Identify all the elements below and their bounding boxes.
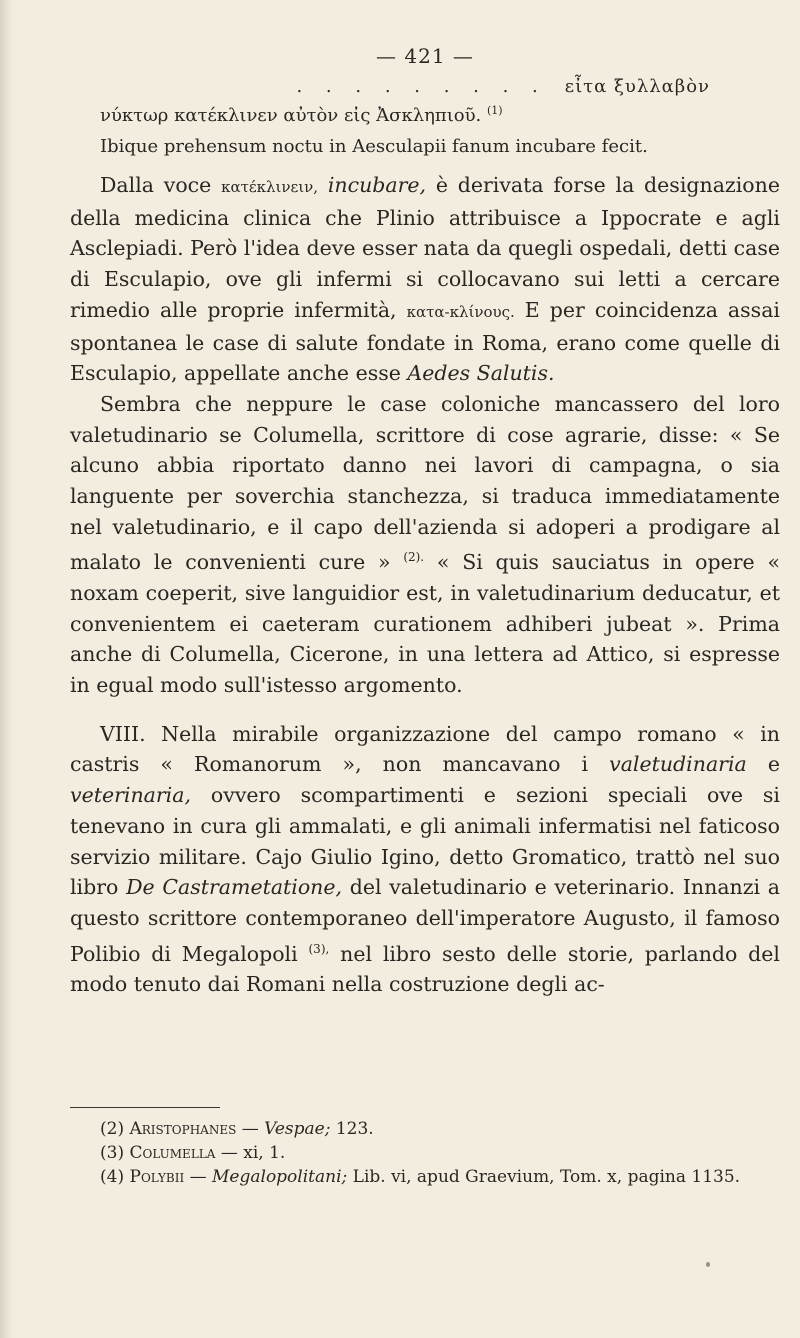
- footnote-ref: (3),: [308, 941, 330, 956]
- page-edge-shadow: [0, 0, 14, 1338]
- greek-text: εἶτα ξυλλαβὸν: [564, 76, 710, 97]
- greek-quote-line-2: [100, 104, 503, 126]
- footnote-ref: (1): [487, 104, 503, 117]
- footnote: (4) Polybii — Megalopolitani; Lib. vi, apud Graevium, Tom. x, pagina 1135.: [100, 1167, 741, 1187]
- greek-quote-line-1: [70, 76, 710, 97]
- latin-translation: Ibique prehensum noctu in Aesculapii fanum incubare fecit.: [100, 136, 648, 157]
- paragraph: Sembra che neppure le case coloniche mancassero del loro valetudinario se Columella, scrittore di cose agrarie, disse: « Se alcuno abbia riportato danno nei lavori di campagna, o sia languente per soverchia stanchezza, si traduca immediatamente nel valetudinario, e il capo dell'azienda si adoperi a prodigare al malato le convenienti cure » $^{(2).}$ « Si quis sauciatus in opere « noxam coeperit, sive languidior est, in valetudinarium deducatur, et convenientem ei caeteram curationem adhiberi jubeat ». Prima anche di Columella, Cicerone, in una lettera ad Attico, si espresse in egual modo sull'istesso argomento.: [70, 391, 780, 698]
- greek-text: νύκτωρ κατέκλινεν αὐτὸν εἰς Ἀσκληπιοῦ.: [100, 105, 482, 126]
- paragraph-section-viii: VIII. Nella mirabile organizzazione del campo romano « in castris « Romanorum », non mancavano i valetudinaria e veterinaria, ovvero scompartimenti e sezioni speciali ove si tenevano in cura gli ammalati, e gli animali infermatisi nel faticoso servizio militare. Cajo Giulio Igino, detto Gromatico, trattò nel suo libro De Castrametatione, del valetudinario e veterinario. Innanzi a questo scrittore contemporaneo dell'imperatore Augusto, il famoso Polibio di Megalopoli $^{(3),}$ nel libro sesto delle storie, parlando del modo tenuto dai Romani nella costruzione degli ac-: [70, 721, 780, 997]
- paper-speck: [706, 1262, 710, 1267]
- page-number: — 421 —: [376, 44, 474, 68]
- footnotes: [70, 1117, 780, 1189]
- footnote: (2) Aristophanes — Vespae; 123.: [100, 1119, 374, 1139]
- footnote: (3) Columella — xi, 1.: [100, 1143, 286, 1163]
- footnote-separator: [70, 1107, 220, 1108]
- footnote-ref: (2).: [403, 550, 425, 565]
- paragraph: Dalla voce κατέκλινειν, incubare, è derivata forse la designazione della medicina clinica che Plinio attribuisce a Ippocrate e agli Asclepiadi. Però l'idea deve esser nata da quegli ospedali, detti case di Esculapio, ove gli infermi si collocavano sui letti a cercare rimedio alle proprie infermità, κατα-κλίνους. E per coincidenza assai spontanea le case di salute fondate in Roma, erano come quelle di Esculapio, appellate anche esse Aedes Salutis.: [70, 173, 780, 386]
- ellipsis-dots: . . . . . . . . .: [296, 76, 547, 97]
- body-text: [70, 170, 780, 1000]
